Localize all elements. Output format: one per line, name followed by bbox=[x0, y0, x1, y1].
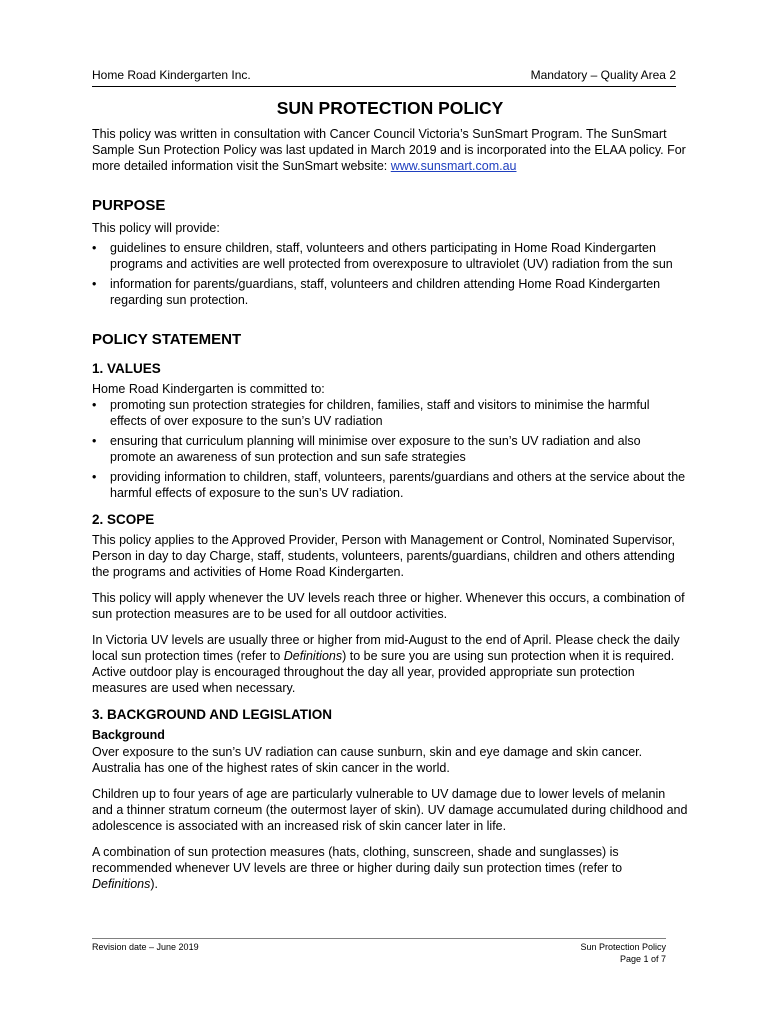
list-item-text: information for parents/guardians, staff, volunteers and children attending Home Road Kindergarten regarding sun protection. bbox=[110, 277, 661, 307]
definitions-reference: Definitions bbox=[92, 877, 151, 891]
revision-date: Revision date – June 2019 bbox=[92, 942, 199, 952]
footer-right bbox=[580, 941, 666, 965]
page-header bbox=[92, 68, 676, 87]
background-paragraph-2: Children up to four years of age are particularly vulnerable to UV damage due to lower levels of melanin and a thinner stratum corneum (the outermost layer of skin). UV damage accumulated during childhood and adolescence is associated with an increased risk of skin cancer later in life. bbox=[92, 787, 688, 833]
bullet-icon: • bbox=[92, 398, 97, 412]
page-footer bbox=[92, 938, 666, 964]
background-p3-text-a: A combination of sun protection measures (hats, clothing, sunscreen, shade and sunglasses) is recommended whenever UV levels are three or higher during daily sun protection times (refer to bbox=[92, 845, 623, 875]
scope-paragraph-2: This policy will apply whenever the UV levels reach three or higher. Whenever this occurs, a combination of sun protection measures are to be used for all outdoor activities. bbox=[92, 591, 685, 621]
bullet-icon: • bbox=[92, 434, 97, 448]
background-paragraph-3 bbox=[92, 844, 688, 892]
sunsmart-link[interactable]: www.sunsmart.com.au bbox=[390, 159, 517, 173]
purpose-lead: This policy will provide: bbox=[92, 221, 220, 235]
background-subheading: Background bbox=[92, 728, 165, 742]
purpose-heading: PURPOSE bbox=[92, 197, 166, 214]
values-lead: Home Road Kindergarten is committed to: bbox=[92, 382, 325, 396]
scope-heading: 2. SCOPE bbox=[92, 512, 155, 527]
bullet-icon: • bbox=[92, 277, 97, 291]
page-number: Page 1 of 7 bbox=[619, 954, 666, 964]
list-item bbox=[92, 397, 688, 429]
intro-text: This policy was written in consultation with Cancer Council Victoria’s SunSmart Program. The SunSmart Sample Sun Protection Policy was last updated in March 2019 and is incorporated into the ELAA policy. For more detailed information visit the SunSmart website: bbox=[92, 127, 686, 173]
background-paragraph-1: Over exposure to the sun’s UV radiation can cause sunburn, skin and eye damage and skin cancer. Australia has one of the highest rates of skin cancer in the world. bbox=[92, 745, 643, 775]
list-item-text: promoting sun protection strategies for children, families, staff and visitors to minimise the harmful effects of over exposure to the sun’s UV radiation bbox=[110, 398, 650, 428]
background-p3-text-b: ). bbox=[150, 877, 159, 891]
list-item-text: providing information to children, staff, volunteers, parents/guardians and others at the service about the harmful effects of exposure to the sun’s UV radiation. bbox=[110, 470, 686, 500]
document-body bbox=[92, 96, 688, 892]
values-list bbox=[92, 397, 688, 501]
organisation-name: Home Road Kindergarten Inc. bbox=[92, 68, 251, 82]
scope-paragraph-1: This policy applies to the Approved Provider, Person with Management or Control, Nominated Supervisor, Person in day to day Charge, staff, students, volunteers, parents/guardians, children and others attending the programs and activities of Home Road Kindergarten. bbox=[92, 533, 675, 579]
list-item bbox=[92, 276, 688, 308]
page-title: SUN PROTECTION POLICY bbox=[276, 98, 504, 118]
list-item bbox=[92, 433, 688, 465]
scope-paragraph-3 bbox=[92, 632, 688, 696]
quality-area-label: Mandatory – Quality Area 2 bbox=[530, 68, 676, 82]
intro-paragraph bbox=[92, 126, 688, 174]
definitions-reference: Definitions bbox=[283, 649, 343, 663]
scope-p3-text-a: In Victoria UV levels are usually three or higher from mid-August to the end of April. Please check the daily local sun protection times (refer to bbox=[92, 633, 680, 663]
policy-statement-heading: POLICY STATEMENT bbox=[92, 331, 242, 348]
policy-name: Sun Protection Policy bbox=[580, 942, 666, 952]
background-heading: 3. BACKGROUND AND LEGISLATION bbox=[92, 707, 333, 722]
list-item bbox=[92, 469, 688, 501]
list-item-text: ensuring that curriculum planning will minimise over exposure to the sun’s UV radiation and also promote an awareness of sun protection and sun safe strategies bbox=[110, 434, 641, 464]
purpose-list bbox=[92, 240, 688, 308]
list-item bbox=[92, 240, 688, 272]
bullet-icon: • bbox=[92, 470, 97, 484]
scope-p3-text-b: ) to be sure you are using sun protection when it is required. Active outdoor play is encouraged throughout the day all year, provided appropriate sun protection measures are used when necessary. bbox=[92, 649, 675, 695]
values-heading: 1. VALUES bbox=[92, 361, 161, 376]
list-item-text: guidelines to ensure children, staff, volunteers and others participating in Home Road Kindergarten programs and activities are well protected from overexposure to ultraviolet (UV) radiation from the sun bbox=[110, 241, 673, 271]
bullet-icon: • bbox=[92, 241, 97, 255]
